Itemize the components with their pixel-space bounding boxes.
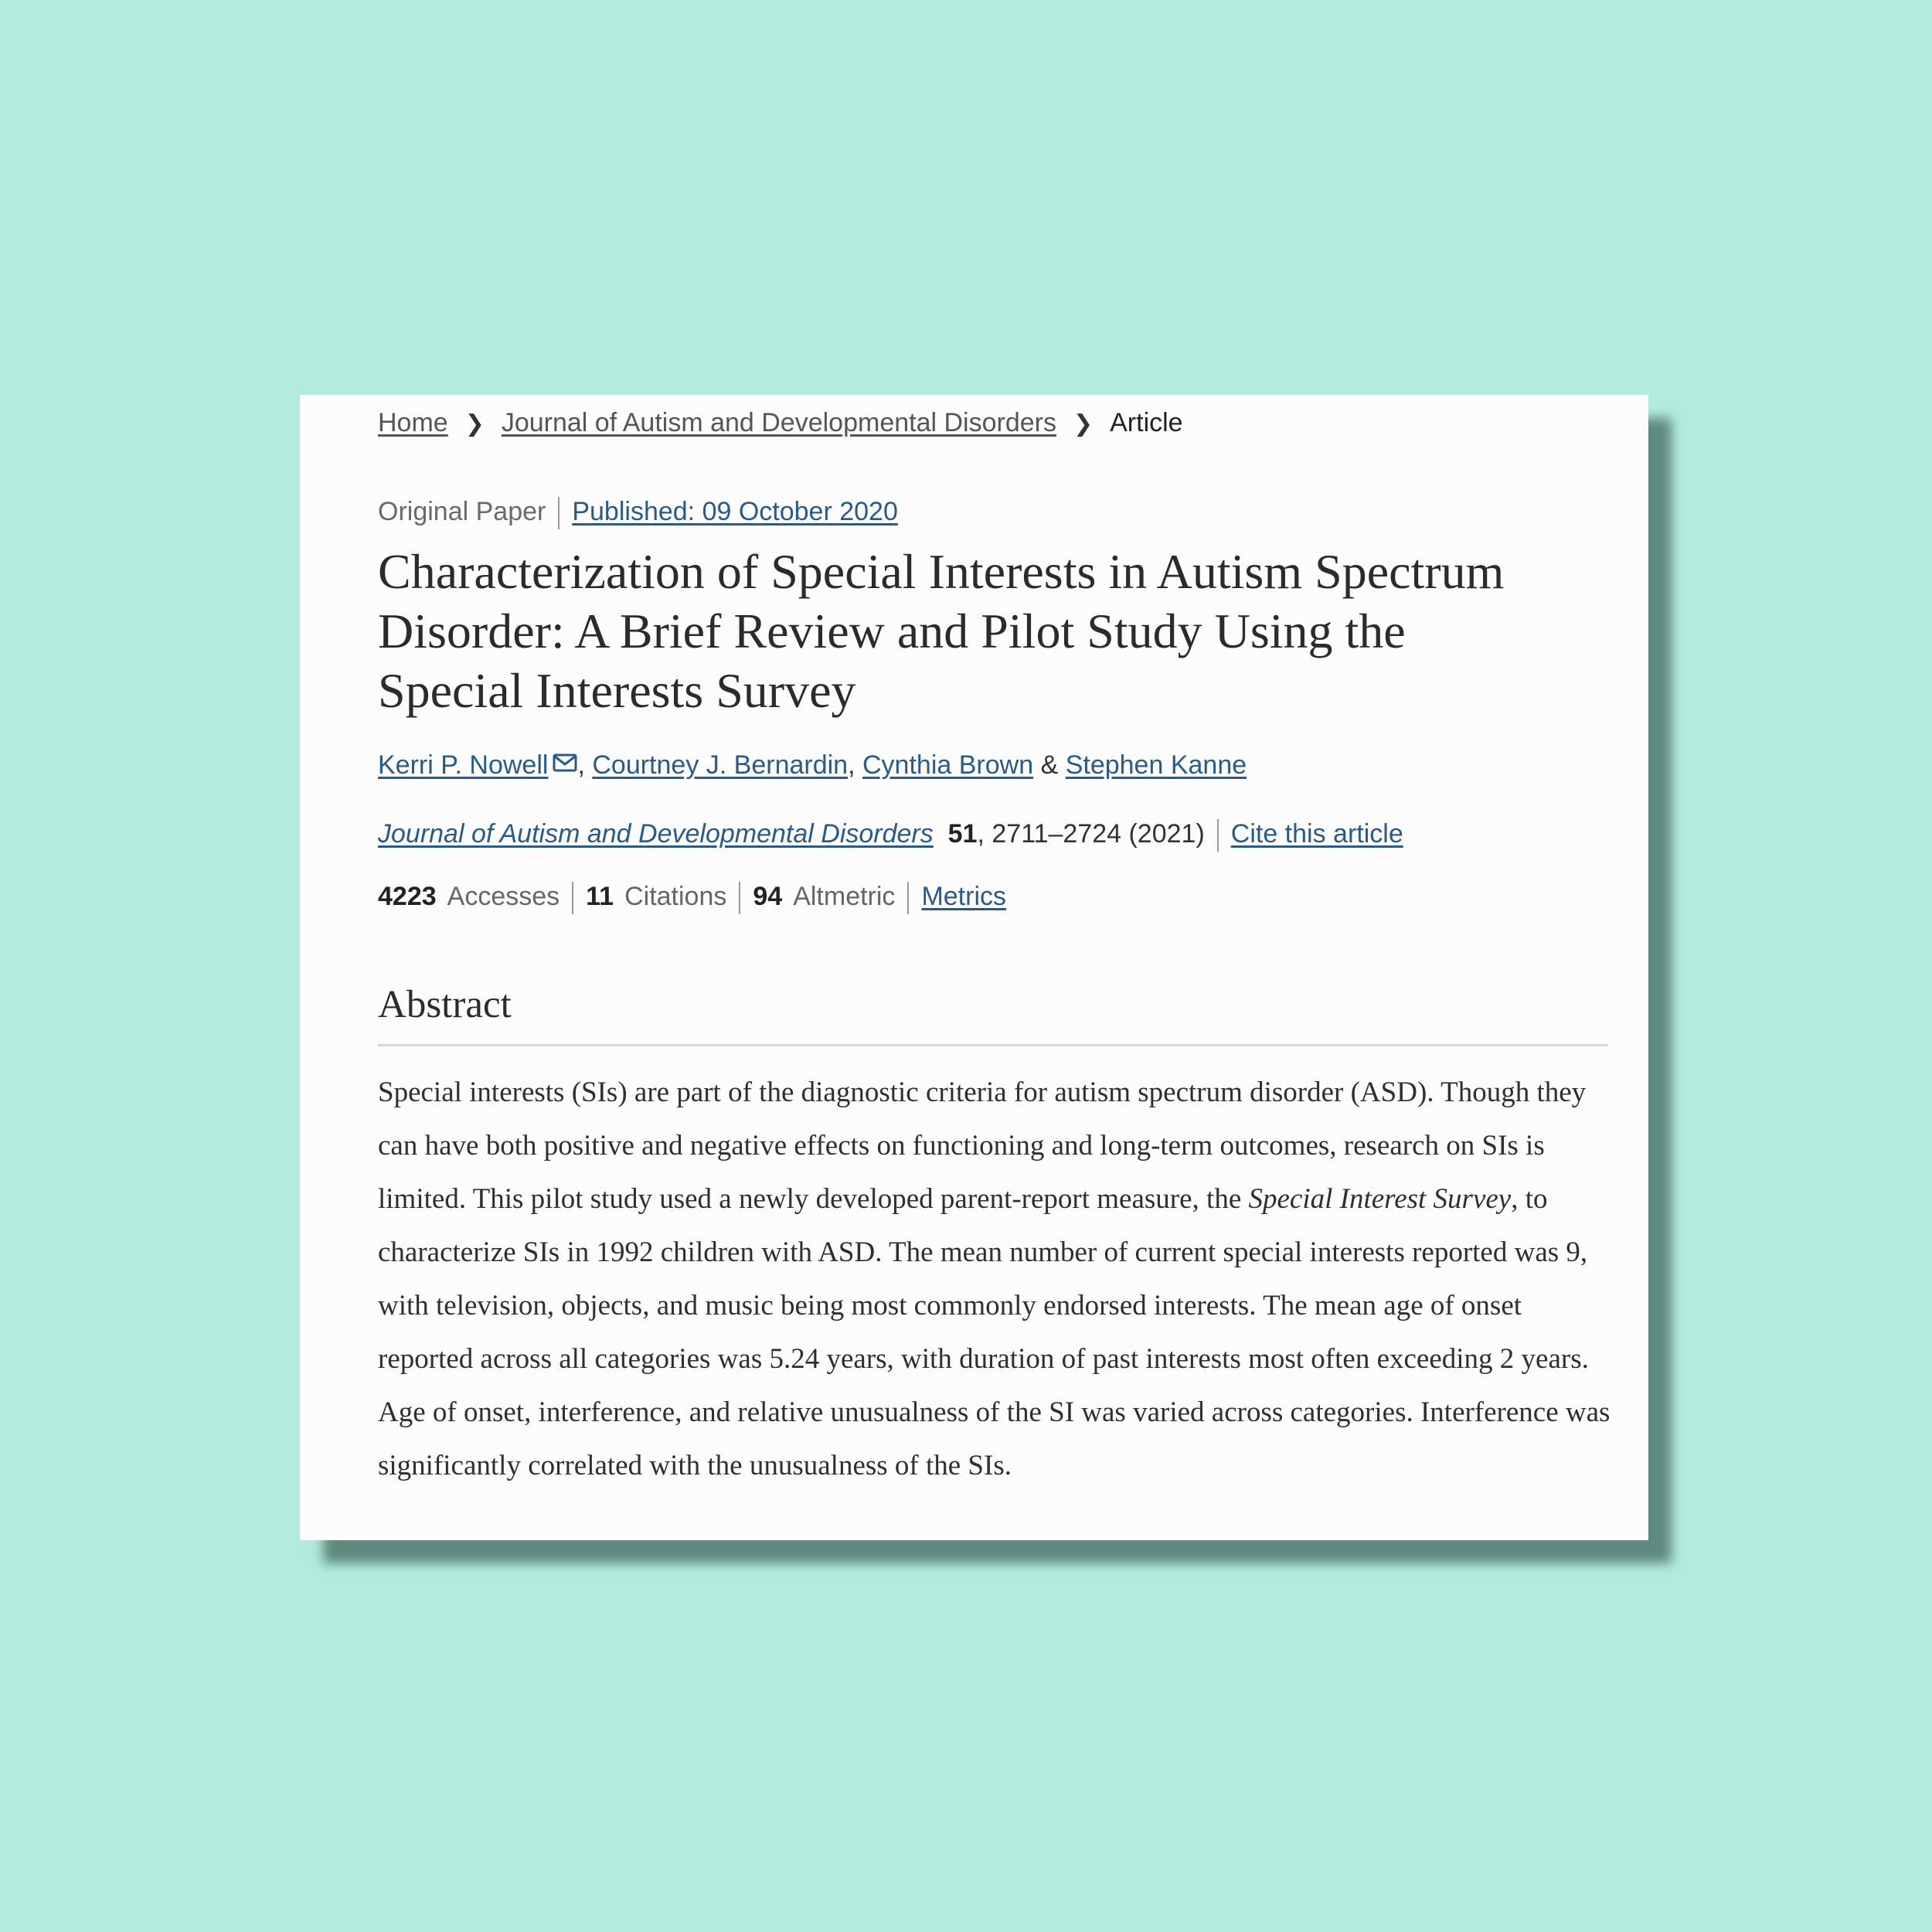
divider xyxy=(1217,819,1219,852)
metrics-link[interactable]: Metrics xyxy=(921,882,1006,911)
author-link[interactable]: Kerri P. Nowell xyxy=(378,750,549,780)
article-type: Original Paper xyxy=(378,497,546,526)
cite-article-link[interactable]: Cite this article xyxy=(1230,819,1403,849)
abstract-text xyxy=(378,1066,1611,1492)
citation-line xyxy=(378,819,1403,852)
author-separator: & xyxy=(1040,750,1059,780)
divider xyxy=(907,882,909,914)
volume-number: 51 xyxy=(947,819,978,849)
email-icon[interactable] xyxy=(553,750,577,781)
author-separator: , xyxy=(848,750,855,780)
citations-label: Citations xyxy=(624,882,727,911)
chevron-right-icon: ❯ xyxy=(464,411,485,437)
author-link[interactable]: Courtney J. Bernardin xyxy=(592,750,849,780)
breadcrumb-journal-link[interactable]: Journal of Autism and Developmental Disorders xyxy=(501,408,1056,437)
published-date-link[interactable]: Published: 09 October 2020 xyxy=(572,497,898,526)
breadcrumb-current: Article xyxy=(1110,408,1183,437)
page-range: , 2711–2724 (2021) xyxy=(977,819,1205,849)
author-list xyxy=(378,750,1247,781)
abstract-heading: Abstract xyxy=(378,983,512,1026)
journal-link[interactable]: Journal of Autism and Developmental Disorders xyxy=(378,819,934,849)
divider xyxy=(739,882,740,914)
section-divider xyxy=(378,1044,1608,1046)
metrics-bar xyxy=(378,882,1006,914)
abstract-text-part: Special interests (SIs) are part of the diagnostic criteria for autism spectrum disorder (ASD). Though they can have both positive and negative effects on functioning and long-term outcomes, research on SIs is limited. This pilot study used a newly developed parent-report measure, the xyxy=(378,1077,1587,1215)
altmetric-count: 94 xyxy=(753,882,783,911)
author-link[interactable]: Stephen Kanne xyxy=(1065,750,1247,780)
abstract-text-part: , to characterize SIs in 1992 children with ASD. The mean number of current special interests reported was 9, with television, objects, and music being most commonly endorsed interests. The mean age of onset reported across all categories was 5.24 years, with duration of past interests most often exceeding 2 years. Age of onset, interference, and relative unusualness of the SI was varied across categories. Interference was significantly correlated with the unusualness of the SIs. xyxy=(378,1183,1611,1481)
accesses-label: Accesses xyxy=(447,882,560,911)
chevron-right-icon: ❯ xyxy=(1073,411,1094,437)
survey-name: Special Interest Survey xyxy=(1248,1183,1512,1215)
divider xyxy=(558,497,560,529)
article-title: Characterization of Special Interests in Autism Spectrum Disorder: A Brief Review and Pilot Study Using the Special Interests Survey xyxy=(378,544,1505,718)
altmetric-label: Altmetric xyxy=(793,882,896,911)
citations-count: 11 xyxy=(586,882,614,911)
accesses-count: 4223 xyxy=(378,882,437,911)
author-separator: , xyxy=(577,750,585,780)
breadcrumb-home-link[interactable]: Home xyxy=(378,408,448,437)
author-link[interactable]: Cynthia Brown xyxy=(862,750,1034,780)
breadcrumb xyxy=(378,408,1183,438)
article-card xyxy=(300,395,1648,1540)
article-meta xyxy=(378,497,898,529)
divider xyxy=(572,882,573,914)
